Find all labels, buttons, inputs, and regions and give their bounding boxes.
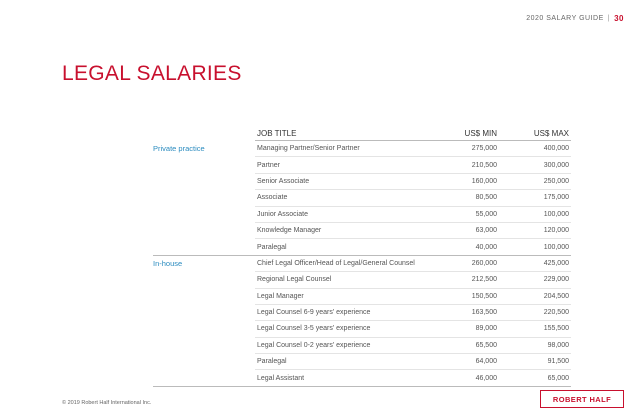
min-salary-cell: 163,500 [471,309,497,317]
min-salary-cell: 46,000 [475,374,497,382]
min-salary-cell: 40,000 [475,243,497,251]
table-row [255,190,571,206]
max-salary-cell: 300,000 [543,161,569,169]
table-row [255,207,571,223]
table-row [255,305,571,321]
job-title-cell: Legal Counsel 3-5 years' experience [257,325,371,333]
table-row [255,338,571,354]
table-row [255,289,571,305]
copyright-text: © 2019 Robert Half International Inc. [62,400,152,406]
table-row [255,321,571,337]
max-salary-cell: 100,000 [543,210,569,218]
min-salary-cell: 210,500 [471,161,497,169]
job-title-cell: Junior Associate [257,210,308,218]
table-row [255,370,571,385]
header-separator: | [607,15,611,22]
table-row [255,272,571,288]
min-salary-cell: 65,500 [475,341,497,349]
section-label: In-house [153,258,183,268]
page-title: LEGAL SALARIES [62,62,242,85]
max-salary-cell: 220,500 [543,309,569,317]
page-header [526,14,624,23]
max-salary-cell: 155,500 [543,325,569,333]
min-salary-cell: 150,500 [471,292,497,300]
min-salary-cell: 55,000 [475,210,497,218]
min-salary-cell: 63,000 [475,227,497,235]
table-section [153,256,571,387]
min-salary-cell: 160,000 [471,177,497,185]
job-title-cell: Paralegal [257,243,287,251]
job-title-cell: Managing Partner/Senior Partner [257,145,360,153]
max-salary-cell: 65,000 [547,374,569,382]
job-title-cell: Associate [257,194,288,202]
column-max: US$ MAX [533,129,569,138]
salary-table [153,126,571,387]
job-title-cell: Legal Manager [257,292,304,300]
table-row [255,354,571,370]
max-salary-cell: 100,000 [543,243,569,251]
max-salary-cell: 91,500 [547,358,569,366]
min-salary-cell: 64,000 [475,358,497,366]
table-row [255,174,571,190]
min-salary-cell: 275,000 [471,145,497,153]
logo-text: ROBERT HALF [552,394,612,404]
max-salary-cell: 98,000 [547,341,569,349]
robert-half-logo [540,390,624,408]
section-rows [255,256,571,386]
table-row [255,223,571,239]
min-salary-cell: 80,500 [475,194,497,202]
column-min: US$ MIN [464,129,497,138]
section-label: Private practice [153,144,205,153]
max-salary-cell: 120,000 [543,227,569,235]
job-title-cell: Chief Legal Officer/Head of Legal/General Counsel [257,259,415,267]
job-title-cell: Legal Counsel 0-2 years' experience [257,341,371,349]
max-salary-cell: 400,000 [543,145,569,153]
job-title-cell: Knowledge Manager [257,227,322,235]
page-number: 30 [614,14,624,23]
section-rows [255,141,571,255]
max-salary-cell: 250,000 [543,177,569,185]
table-row [255,157,571,173]
min-salary-cell: 212,500 [471,276,497,284]
job-title-cell: Regional Legal Counsel [257,276,332,284]
job-title-cell: Partner [257,161,280,169]
job-title-cell: Legal Counsel 6-9 years' experience [257,309,371,317]
job-title-cell: Paralegal [257,358,287,366]
table-row [255,239,571,254]
table-row [255,141,571,157]
table-section [153,141,571,256]
max-salary-cell: 229,000 [543,276,569,284]
guide-label: 2020 SALARY GUIDE [526,15,604,22]
max-salary-cell: 204,500 [543,292,569,300]
max-salary-cell: 175,000 [543,194,569,202]
max-salary-cell: 425,000 [543,259,569,267]
min-salary-cell: 89,000 [475,325,497,333]
job-title-cell: Senior Associate [257,177,310,185]
table-header [255,126,571,141]
job-title-cell: Legal Assistant [257,374,305,382]
min-salary-cell: 260,000 [471,259,497,267]
table-row [255,256,571,272]
column-job-title: JOB TITLE [257,129,297,138]
